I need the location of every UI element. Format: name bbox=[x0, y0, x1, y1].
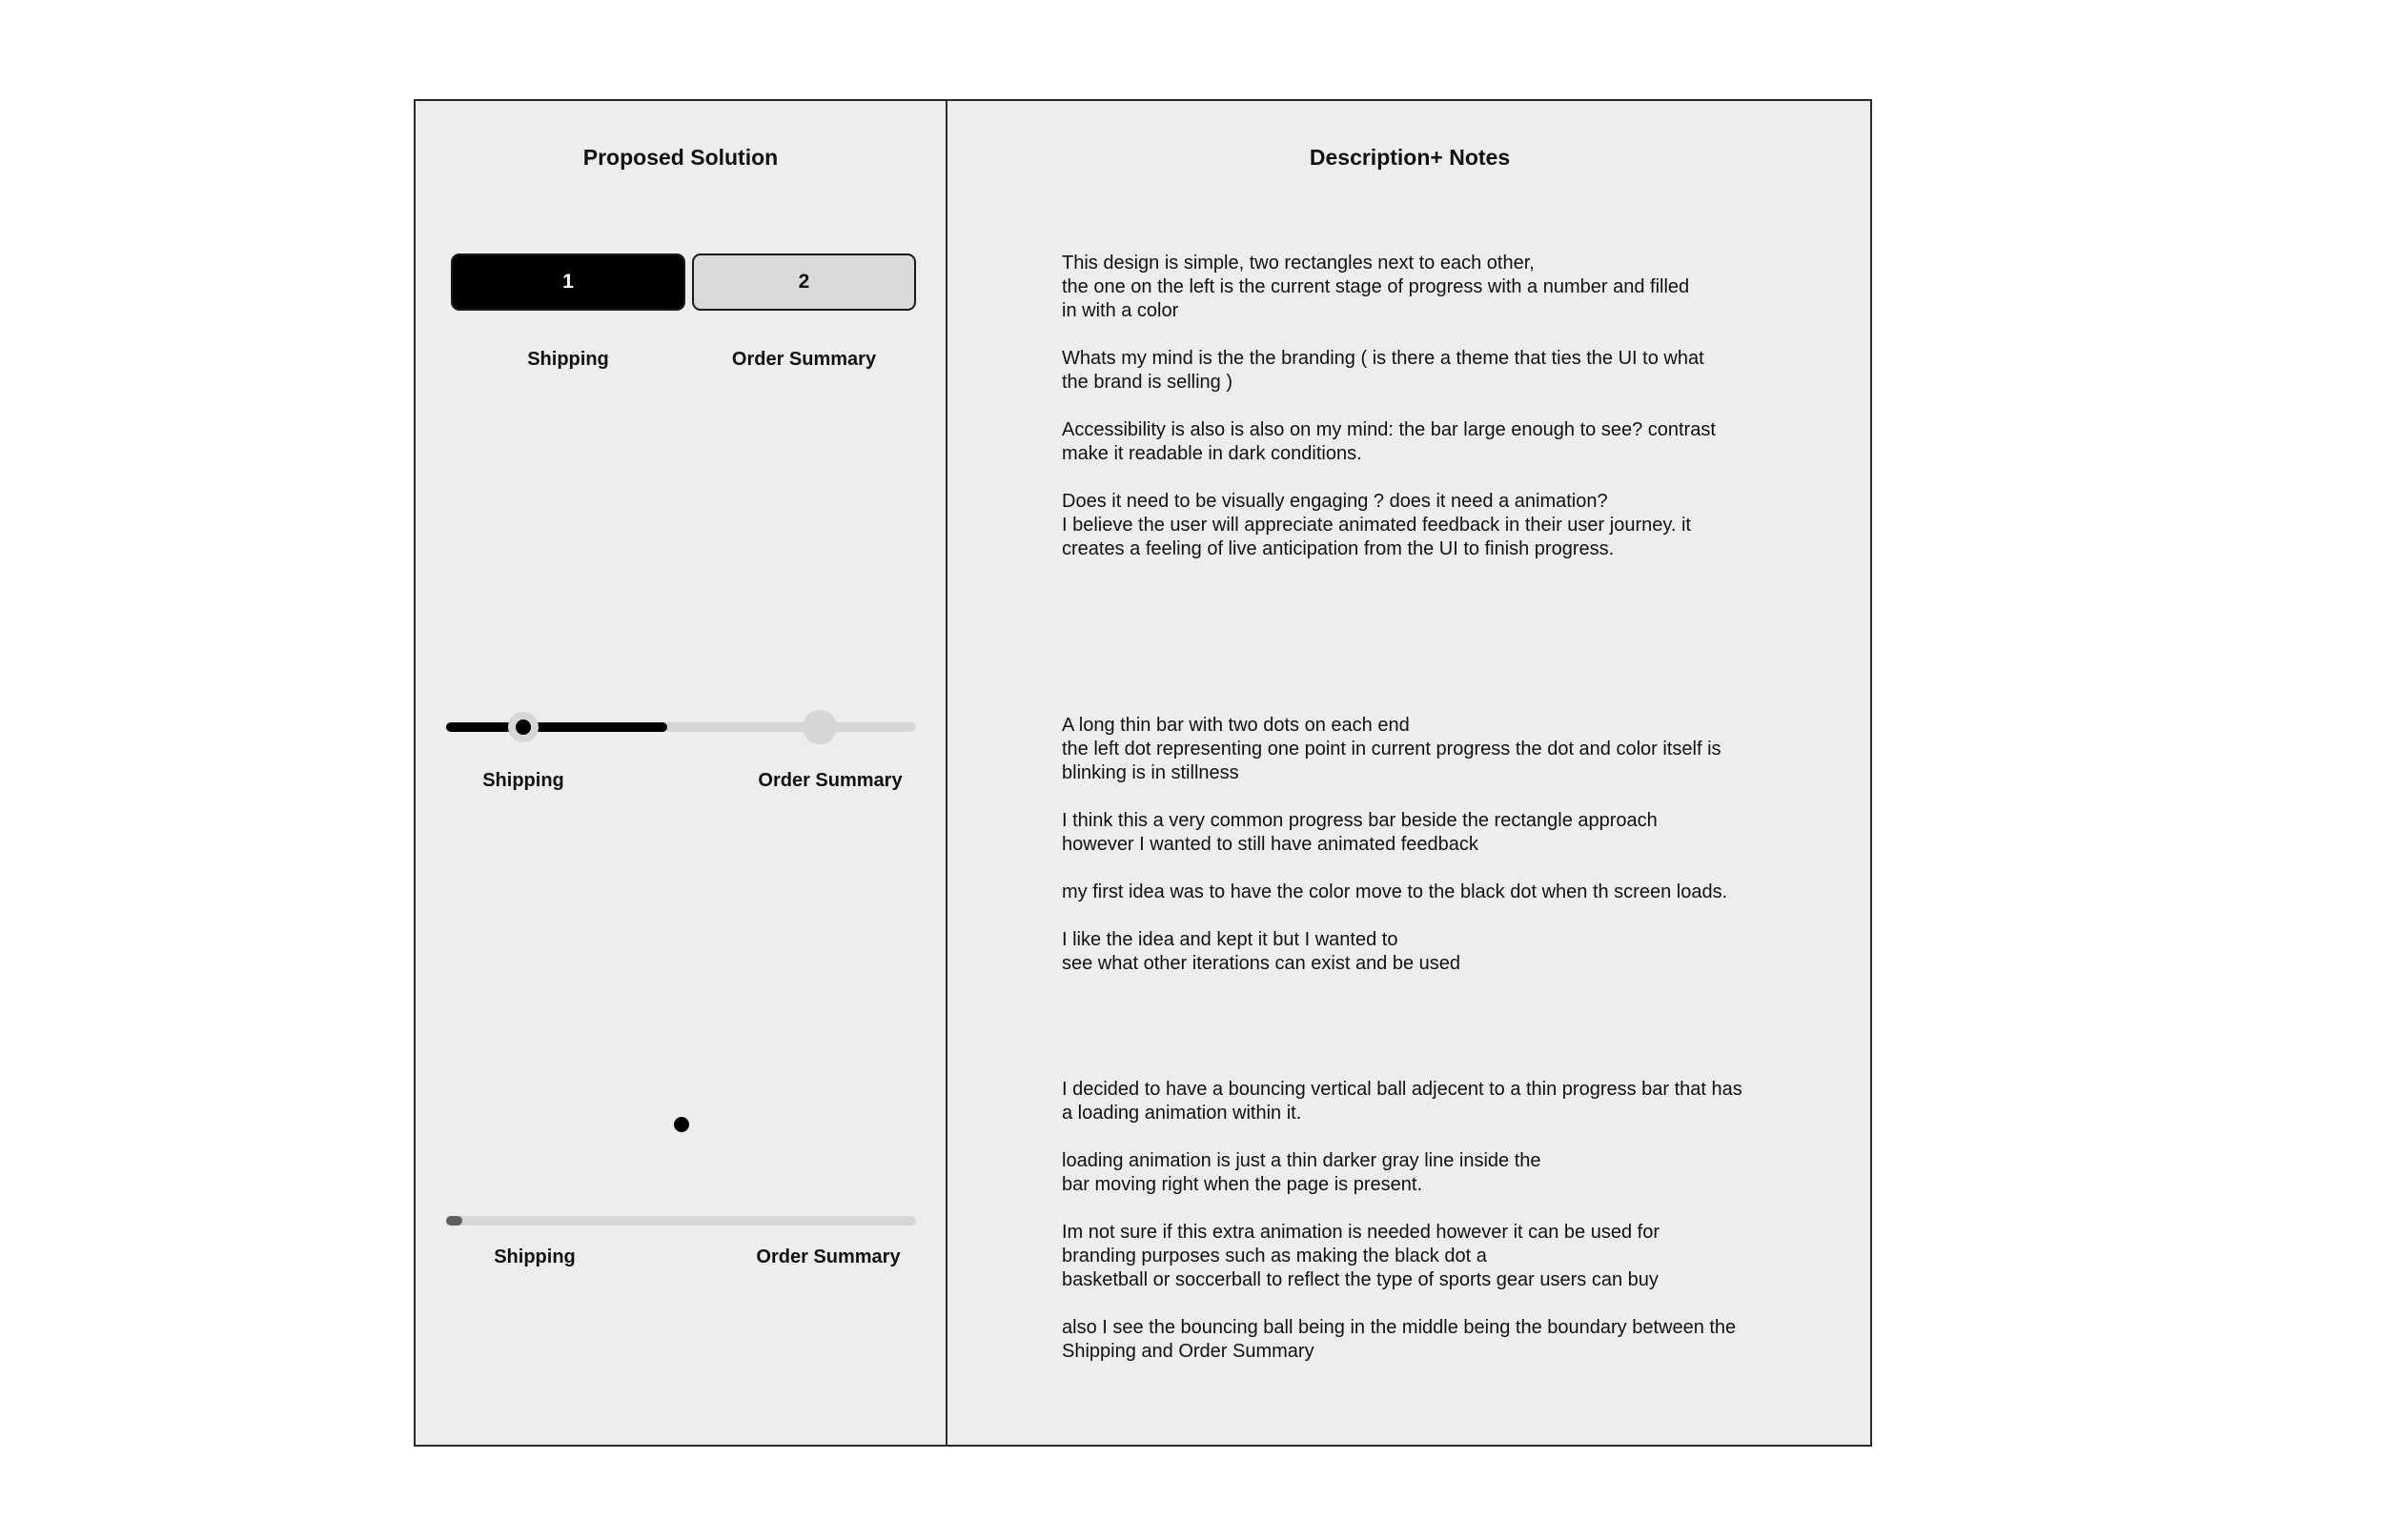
step-1-button[interactable]: 1 bbox=[451, 253, 685, 311]
loading-progress-track bbox=[446, 1216, 916, 1226]
note-paragraph: Whats my mind is the the branding ( is there a theme that ties the UI to what the brand is selling ) bbox=[1062, 348, 1704, 393]
rectangle-stepper-notes bbox=[1062, 252, 1843, 585]
note-paragraph: my first idea was to have the color move to the black dot when th screen loads. bbox=[1062, 881, 1728, 902]
note-paragraph: This design is simple, two rectangles next to each other, the one on the left is the current stage of progress with a number and filled in with a color bbox=[1062, 253, 1690, 321]
design-board bbox=[414, 99, 1872, 1447]
next-step-dot[interactable] bbox=[803, 710, 837, 744]
loading-progress-order-summary-label: Order Summary bbox=[756, 1246, 901, 1267]
note-paragraph: A long thin bar with two dots on each end the left dot representing one point in current progress the dot and color itself is blinking is in stillness bbox=[1062, 715, 1721, 783]
dot-progress-notes bbox=[1062, 714, 1843, 1000]
note-paragraph: loading animation is just a thin darker gray line inside the bar moving right when the page is present. bbox=[1062, 1150, 1541, 1195]
note-paragraph: I think this a very common progress bar beside the rectangle approach however I wanted to still have animated feedback bbox=[1062, 810, 1658, 855]
note-paragraph: I like the idea and kept it but I wanted to see what other iterations can exist and be used bbox=[1062, 929, 1461, 974]
description-notes-title: Description+ Notes bbox=[1309, 145, 1511, 170]
proposed-solution-title: Proposed Solution bbox=[582, 145, 779, 170]
dot-progress-fill bbox=[446, 722, 667, 732]
dot-progress-shipping-label: Shipping bbox=[482, 770, 564, 791]
step-2-button[interactable]: 2 bbox=[692, 253, 916, 311]
step-2-label: Order Summary bbox=[731, 349, 877, 370]
bouncing-ball-notes bbox=[1062, 1078, 1843, 1388]
note-paragraph: Does it need to be visually engaging ? does it need a animation? I believe the user will appreciate animated feedback in their user journey. it creates a feeling of live anticipation from the UI to finish progress. bbox=[1062, 491, 1691, 559]
current-step-dot[interactable] bbox=[516, 719, 531, 735]
note-paragraph: Accessibility is also is also on my mind: the bar large enough to see? contrast make it readable in dark conditions. bbox=[1062, 419, 1716, 464]
column-divider bbox=[946, 101, 947, 1445]
note-paragraph: also I see the bouncing ball being in the middle being the boundary between the Shipping and Order Summary bbox=[1062, 1317, 1737, 1362]
loading-progress-shipping-label: Shipping bbox=[494, 1246, 576, 1267]
loading-progress-fill bbox=[446, 1216, 462, 1226]
dot-progress-order-summary-label: Order Summary bbox=[758, 770, 903, 791]
note-paragraph: I decided to have a bouncing vertical ball adjecent to a thin progress bar that has a loading animation within it. bbox=[1062, 1079, 1742, 1124]
note-paragraph: Im not sure if this extra animation is needed however it can be used for branding purposes such as making the black dot a basketball or soccerball to reflect the type of sports gear users can buy bbox=[1062, 1222, 1660, 1290]
step-1-label: Shipping bbox=[527, 349, 609, 370]
bouncing-ball bbox=[674, 1117, 689, 1132]
